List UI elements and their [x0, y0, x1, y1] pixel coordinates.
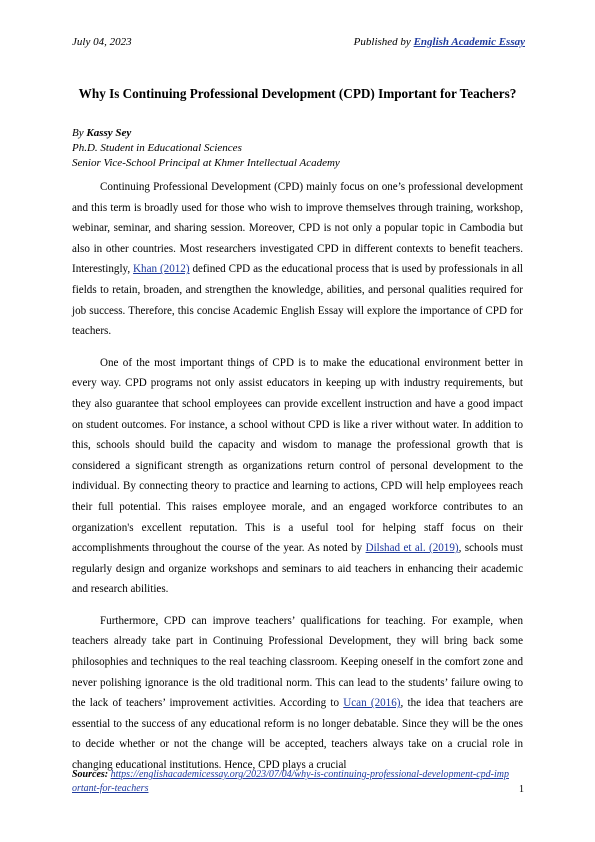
- paragraph-1: Continuing Professional Development (CPD) mainly focus on one’s professional development and this term is broadly used for those who wish to improve themselves through training, workshop, webinar, seminar, and sharing session. Moreover, CPD is not only a popular topic in Cambodia but also in other countries. Most researchers investigated CPD in different contexts to benefit teachers. Interestingly, Khan (2012) defined CPD as the educational process that is used by professionals in all fields to retain, broaden, and strengthen the knowledge, abilities, and personal qualities required for job success. Therefore, this concise Academic English Essay will explore the importance of CPD for teachers.: [72, 181, 523, 338]
- essay-body: [72, 177, 523, 787]
- paragraph-2: One of the most important things of CPD is to make the educational environment better in every way. CPD programs not only assist educators in keeping up with industry requirements, but they also guarantee that school employees can provide excellent instruction and have a good impact on student outcomes. For instance, a school without CPD is like a river without water. In addition to this, schools should build the capacity and wisdom to manage the professional growth that is considered a significant strength as organizations return control of personal development to the individual. By connecting theory to practice and learning to actions, CPD will help employees reach their full potential. This raises employee morale, and an engaged workforce contributes to an organization's excellent reputation. This is a useful tool for helping staff focus on their accomplishments throughout the course of the year. As noted by Dilshad et al. (2019), schools must regularly design and organize workshops and seminars to aid teachers in enhancing their academic and research abilities.: [72, 356, 523, 596]
- author-degree: Ph.D. Student in Educational Sciences: [72, 142, 242, 154]
- header-publisher: [354, 36, 525, 48]
- source-url-link[interactable]: https://englishacademicessay.org/2023/07/04/why-is-continuing-professional-development-cpd-important-for-teachers: [72, 769, 509, 794]
- byline: [72, 126, 340, 171]
- sources-label: Sources:: [72, 769, 109, 780]
- citation-dilshad-link[interactable]: Dilshad et al. (2019): [365, 542, 459, 555]
- author-line: By Kassy Sey: [72, 127, 132, 139]
- citation-ucan-link[interactable]: Ucan (2016): [343, 697, 401, 710]
- header-date: July 04, 2023: [72, 36, 132, 48]
- footer-sources: [72, 768, 512, 796]
- paragraph-3: Furthermore, CPD can improve teachers’ qualifications for teaching. For example, when teachers already take part in Continuing Professional Development, they will bring back some philosophies and techniques to the real teaching classroom. Keeping oneself in the comfort zone and never polishing ignorance is the old traditional norm. This can lead to the students’ failure owing to the lack of teachers’ improvement activities. According to Ucan (2016), the idea that teachers are essential to the success of any educational reform is no longer debatable. Since they will be the ones to decide whether or not the change will be accepted, teachers always take on a crucial role in changing educational institutions. Hence, CPD plays a crucial: [72, 614, 523, 772]
- citation-khan-link[interactable]: Khan (2012): [133, 263, 190, 276]
- publisher-link[interactable]: English Academic Essay: [413, 36, 525, 48]
- author-name: Kassy Sey: [86, 127, 132, 139]
- published-by-text: Published by: [353, 36, 414, 48]
- page-number: 1: [519, 784, 524, 795]
- document-title: Why Is Continuing Professional Development (CPD) Important for Teachers?: [78, 86, 517, 101]
- author-position: Senior Vice-School Principal at Khmer Intellectual Academy: [72, 157, 340, 169]
